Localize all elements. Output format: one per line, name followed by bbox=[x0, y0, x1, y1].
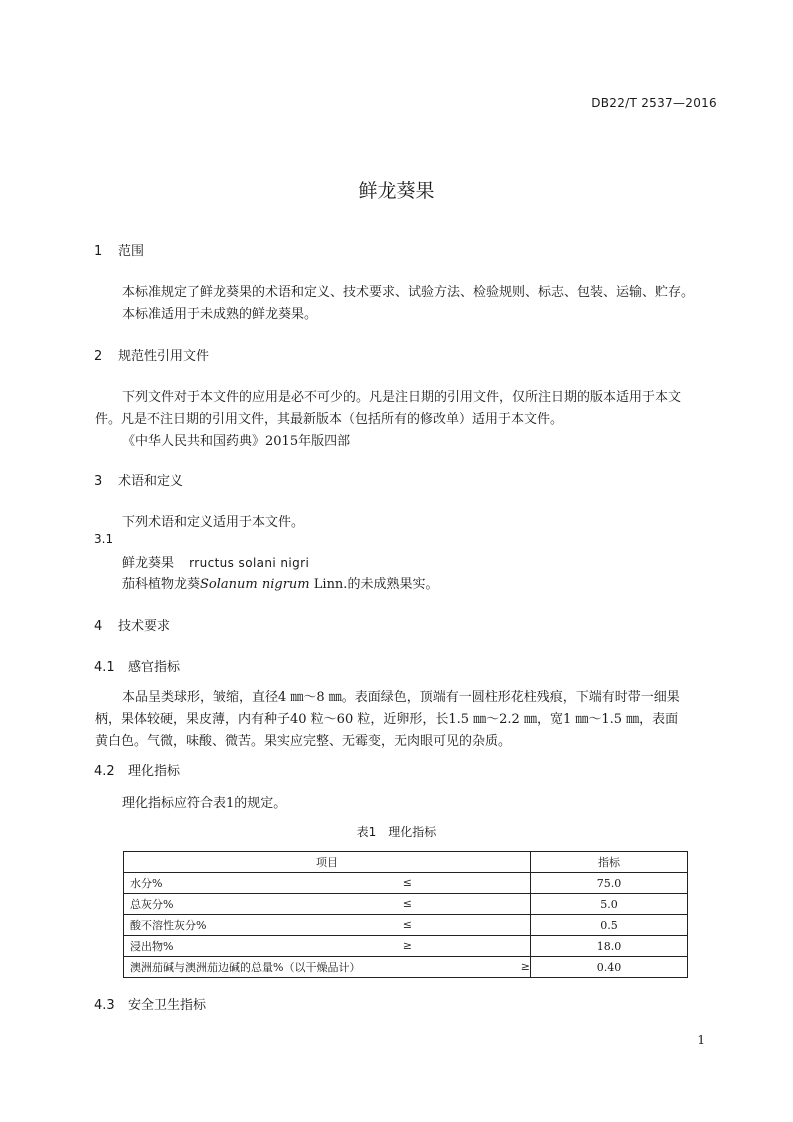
term-number: 3.1 bbox=[94, 532, 114, 546]
paragraph-line: 柄，果体较硬，果皮薄，内有种子40 粒～60 粒，近卵形，长1.5 ㎜～2.2 ㎜，宽1 ㎜～1.5 ㎜，表面 bbox=[95, 712, 679, 727]
comparison-operator: ≤ bbox=[402, 918, 412, 931]
paragraph: 本标准适用于未成熟的鲜龙葵果。 bbox=[122, 307, 318, 322]
row-value: 0.40 bbox=[531, 957, 688, 978]
table-row bbox=[124, 894, 688, 915]
item-label: 总灰分% bbox=[130, 898, 174, 911]
table-header-row bbox=[124, 852, 688, 873]
section-number: 3 bbox=[94, 474, 103, 489]
section-title: 安全卫生指标 bbox=[128, 998, 207, 1013]
paragraph: 本标准规定了鲜龙葵果的术语和定义、技术要求、试验方法、检验规则、标志、包装、运输、贮存。 bbox=[122, 285, 695, 300]
definition-text: Linn.的未成熟果实。 bbox=[309, 577, 439, 592]
section-title: 规范性引用文件 bbox=[118, 349, 210, 364]
latin-name: Solanum nigrum bbox=[200, 577, 310, 592]
term-entry bbox=[122, 552, 309, 571]
paragraph: 理化指标应符合表1的规定。 bbox=[122, 796, 287, 811]
row-item bbox=[124, 936, 531, 957]
section-2-heading bbox=[94, 345, 209, 364]
comparison-operator: ≤ bbox=[402, 876, 412, 889]
term-english: rructus solani nigri bbox=[189, 556, 310, 570]
table-row bbox=[124, 873, 688, 894]
section-title: 范围 bbox=[118, 244, 145, 259]
section-title: 技术要求 bbox=[118, 619, 171, 634]
section-title: 术语和定义 bbox=[118, 474, 184, 489]
term-definition bbox=[122, 573, 438, 592]
section-4-3-heading bbox=[94, 994, 206, 1013]
item-label: 浸出物% bbox=[130, 940, 174, 953]
section-number: 4.1 bbox=[94, 660, 115, 675]
comparison-operator: ≥ bbox=[402, 939, 412, 952]
term-chinese: 鲜龙葵果 bbox=[122, 556, 175, 571]
page-number: 1 bbox=[697, 1033, 705, 1047]
paragraph-line: 件。凡是不注日期的引用文件，其最新版本（包括所有的修改单）适用于本文件。 bbox=[95, 412, 564, 427]
header-value: 指标 bbox=[531, 852, 688, 873]
comparison-operator: ≥ bbox=[520, 960, 530, 973]
row-value: 0.5 bbox=[531, 915, 688, 936]
definition-text: 茄科植物龙葵 bbox=[122, 577, 201, 592]
section-number: 1 bbox=[94, 244, 103, 259]
row-item bbox=[124, 915, 531, 936]
paragraph-line: 本品呈类球形，皱缩，直径4 ㎜～8 ㎜。表面绿色，顶端有一圆柱形花柱残痕，下端有时带一细果 bbox=[122, 690, 680, 705]
section-4-heading bbox=[94, 615, 170, 634]
item-label: 水分% bbox=[130, 877, 163, 890]
normative-reference: 《中华人民共和国药典》2015年版四部 bbox=[122, 434, 351, 449]
table-row bbox=[124, 915, 688, 936]
section-3-heading bbox=[94, 470, 183, 489]
row-item bbox=[124, 957, 531, 978]
header-item: 项目 bbox=[124, 852, 531, 873]
row-value: 75.0 bbox=[531, 873, 688, 894]
section-title: 理化指标 bbox=[128, 764, 181, 779]
item-label: 酸不溶性灰分% bbox=[130, 919, 207, 932]
row-value: 5.0 bbox=[531, 894, 688, 915]
section-number: 2 bbox=[94, 349, 103, 364]
section-number: 4 bbox=[94, 619, 103, 634]
document-code: DB22/T 2537—2016 bbox=[591, 96, 717, 110]
section-4-2-heading bbox=[94, 760, 180, 779]
paragraph-line: 黄白色。气微，味酸、微苦。果实应完整、无霉变，无肉眼可见的杂质。 bbox=[95, 734, 512, 749]
comparison-operator: ≤ bbox=[402, 897, 412, 910]
section-4-1-heading bbox=[94, 656, 180, 675]
section-number: 4.3 bbox=[94, 998, 115, 1013]
row-item bbox=[124, 873, 531, 894]
section-1-heading bbox=[94, 240, 144, 259]
table-row bbox=[124, 957, 688, 978]
row-item bbox=[124, 894, 531, 915]
paragraph-line: 下列文件对于本文件的应用是必不可少的。凡是注日期的引用文件，仅所注日期的版本适用于本文 bbox=[122, 390, 682, 405]
row-value: 18.0 bbox=[531, 936, 688, 957]
section-number: 4.2 bbox=[94, 764, 115, 779]
document-title: 鲜龙葵果 bbox=[358, 180, 435, 202]
table-row bbox=[124, 936, 688, 957]
section-title: 感官指标 bbox=[128, 660, 181, 675]
indicator-table bbox=[123, 851, 688, 978]
item-label: 澳洲茄碱与澳洲茄边碱的总量%（以干燥品计） bbox=[130, 961, 361, 974]
paragraph: 下列术语和定义适用于本文件。 bbox=[122, 515, 305, 530]
table-caption: 表1 理化指标 bbox=[356, 825, 437, 839]
